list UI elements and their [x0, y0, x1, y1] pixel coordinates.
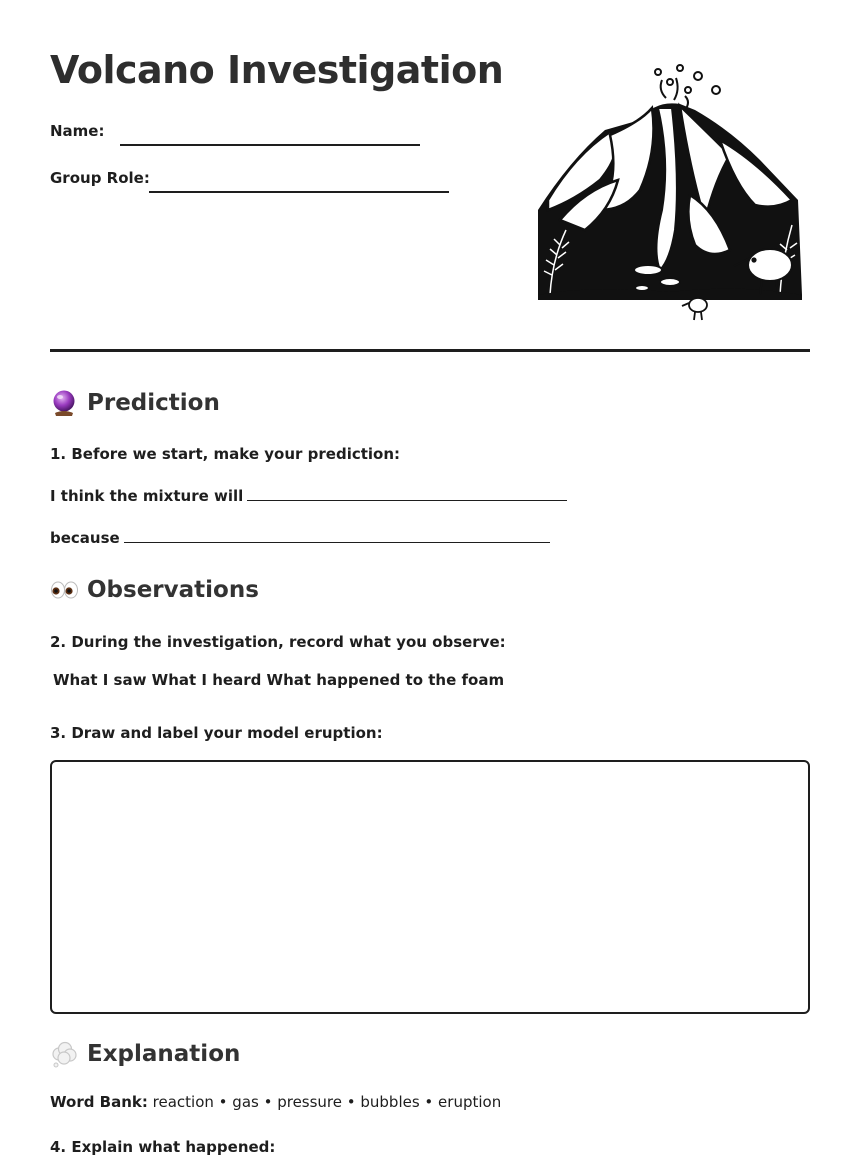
word-bank — [50, 1093, 501, 1111]
name-field[interactable] — [50, 122, 104, 140]
page-title: Volcano Investigation — [50, 48, 504, 92]
prediction-blank-2[interactable] — [124, 530, 550, 543]
drawing-area[interactable] — [50, 760, 810, 1014]
prediction-line-1-label: I think the mixture will — [50, 487, 244, 505]
prediction-blank-1[interactable] — [247, 488, 567, 501]
question-1: 1. Before we start, make your prediction: — [50, 445, 401, 463]
thought-bubble-icon — [50, 1040, 78, 1068]
eyes-icon — [50, 576, 78, 604]
question-4: 4. Explain what happened: — [50, 1138, 276, 1156]
observation-columns: What I saw What I heard What happened to the foam — [53, 671, 505, 689]
word-bank-words: reaction • gas • pressure • bubbles • eruption — [152, 1093, 502, 1111]
name-label: Name: — [50, 122, 105, 140]
group-role-input-line[interactable] — [149, 191, 449, 193]
name-input-line[interactable] — [120, 144, 420, 146]
crystal-ball-icon — [50, 389, 78, 417]
prediction-line-1[interactable] — [50, 487, 567, 505]
prediction-line-2-label: because — [50, 529, 120, 547]
observations-heading-text: Observations — [87, 577, 259, 603]
explanation-heading-text: Explanation — [87, 1041, 241, 1067]
prediction-line-2[interactable] — [50, 529, 550, 547]
volcano-illustration — [530, 60, 810, 325]
group-role-field[interactable] — [50, 169, 150, 187]
header-divider — [50, 349, 810, 352]
group-role-label: Group Role: — [50, 169, 150, 187]
explanation-heading — [50, 1040, 240, 1068]
observations-heading — [50, 576, 259, 604]
question-2: 2. During the investigation, record what you observe: — [50, 633, 506, 651]
question-3: 3. Draw and label your model eruption: — [50, 724, 383, 742]
word-bank-label: Word Bank: — [50, 1093, 148, 1111]
prediction-heading-text: Prediction — [87, 390, 220, 416]
prediction-heading — [50, 389, 220, 417]
